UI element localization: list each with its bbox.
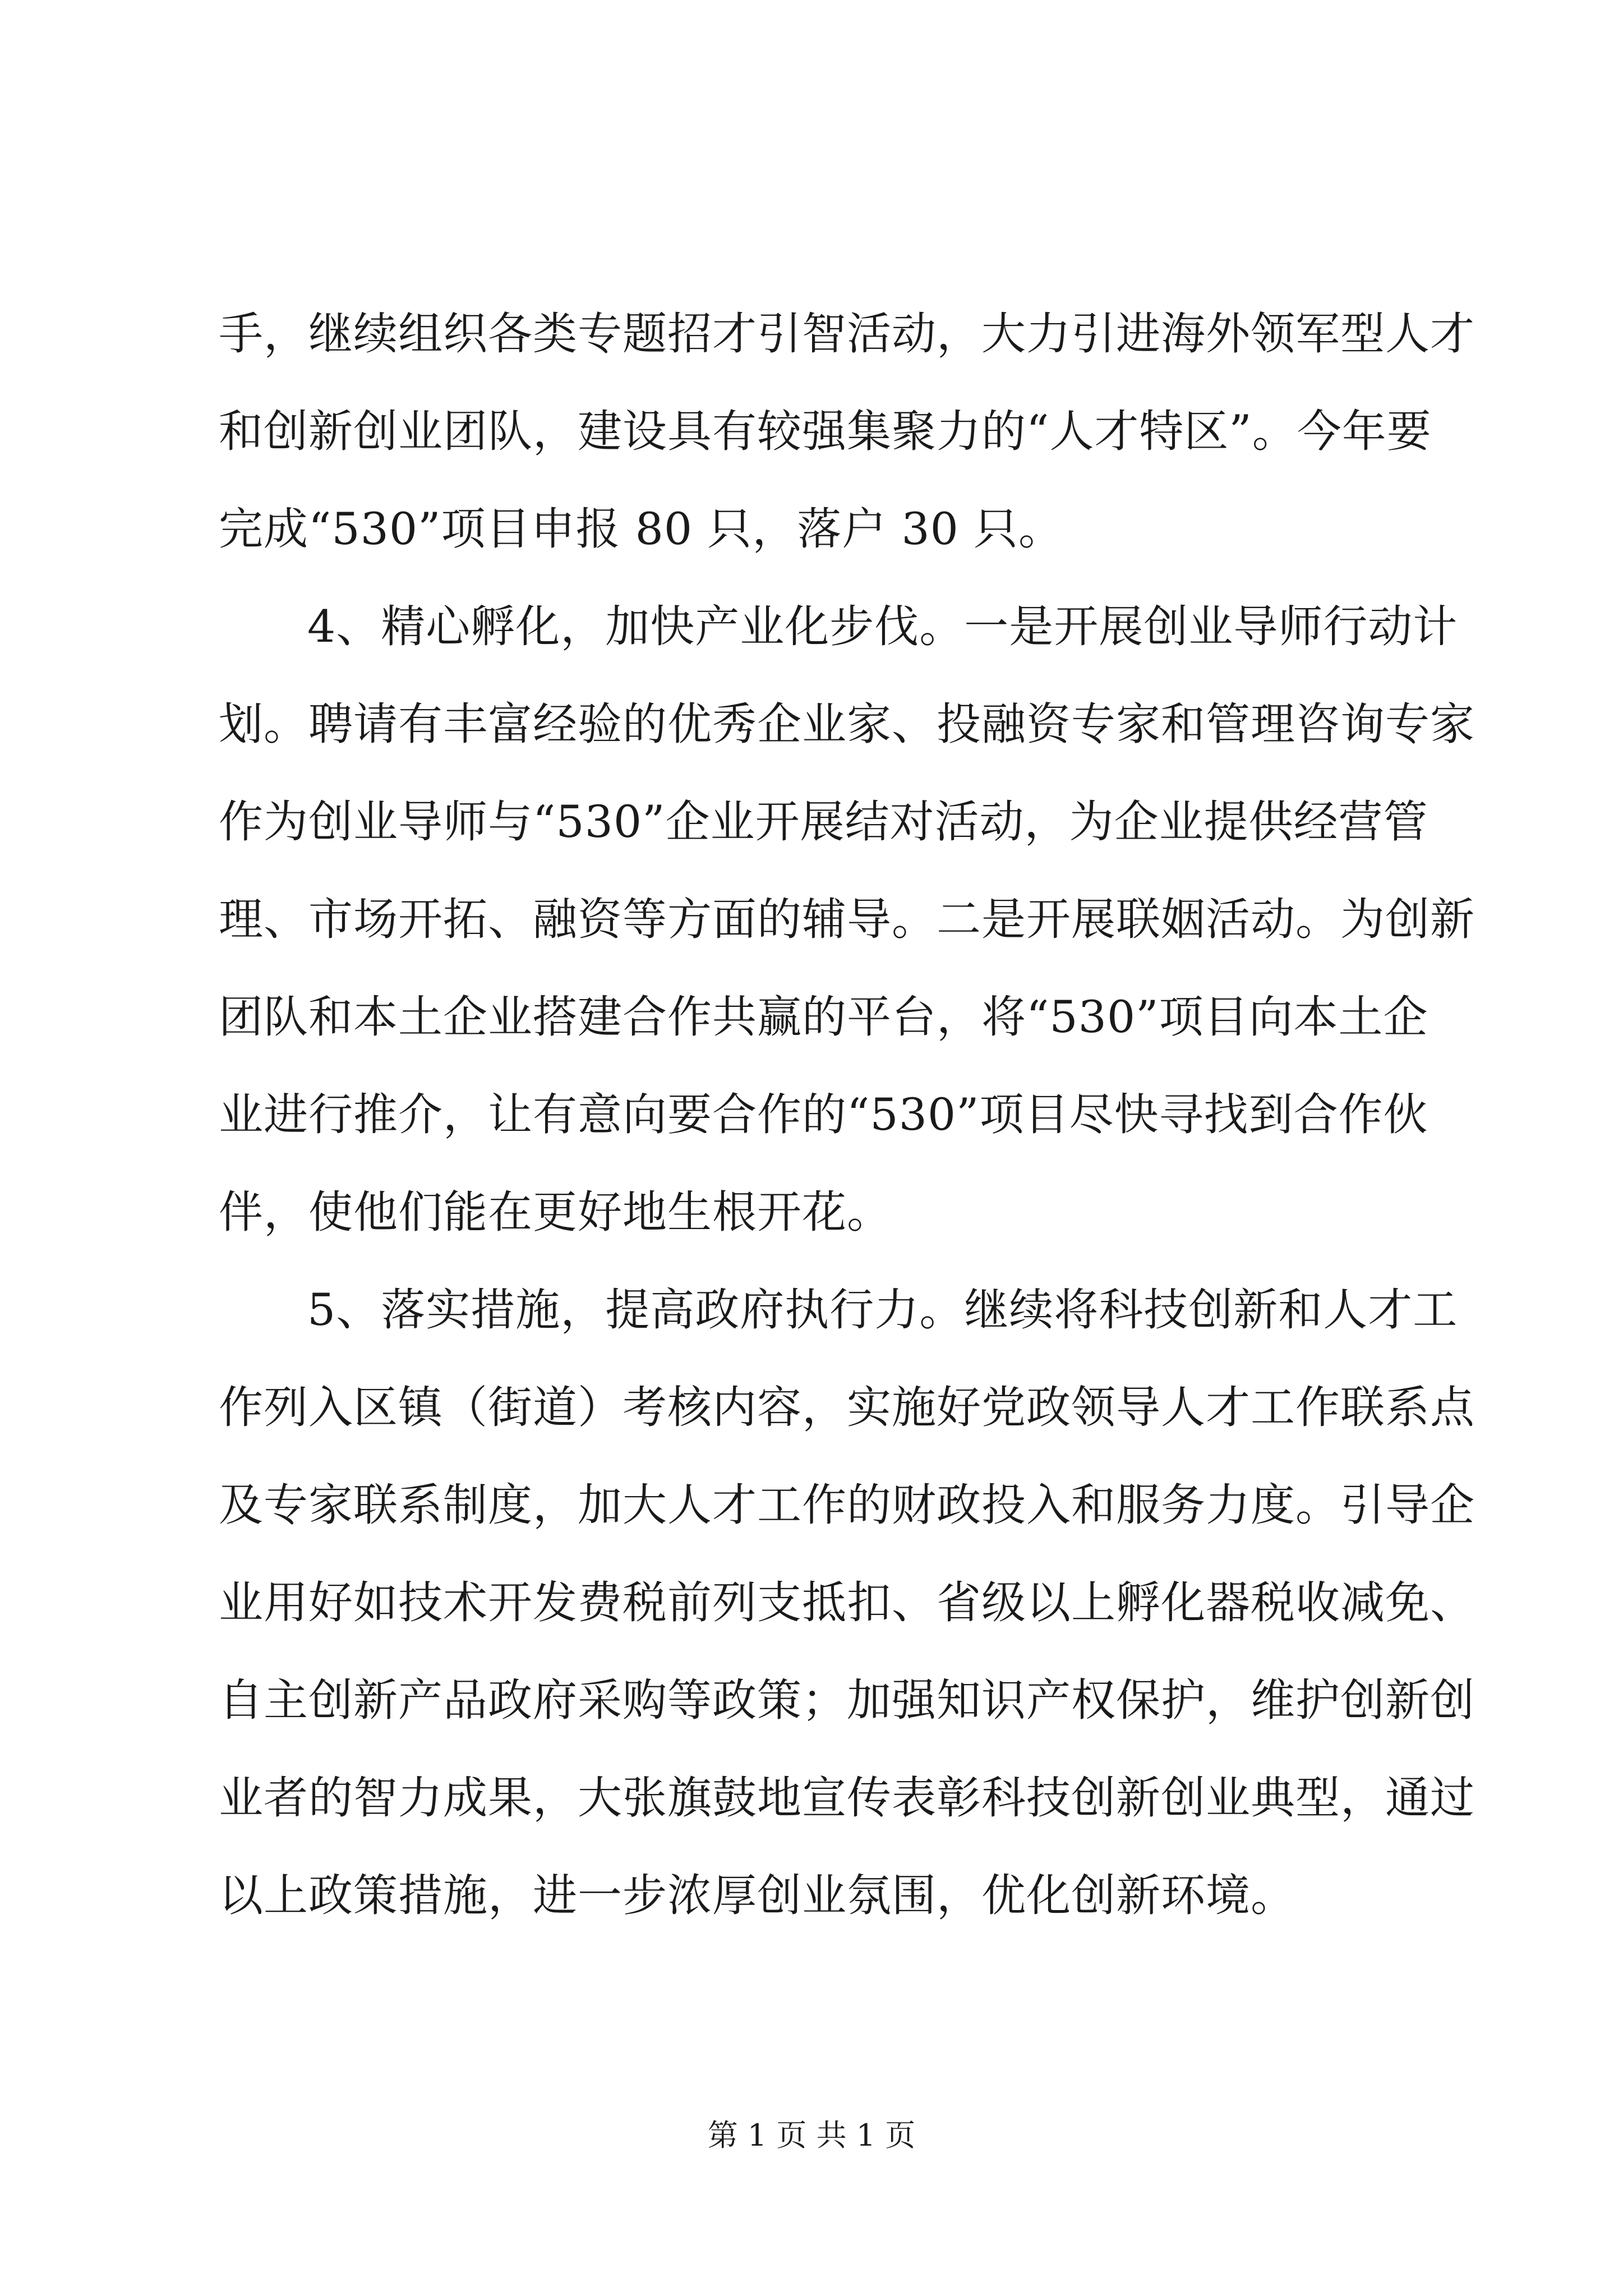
text-line: 完成“530”项目申报 80 只，落户 30 只。 (219, 503, 1064, 555)
text-line: 团队和本土企业搭建合作共赢的平台，将“530”项目向本土企 (219, 991, 1428, 1043)
text-line: 业进行推介，让有意向要合作的“530”项目尽快寻找到合作伙 (219, 1089, 1428, 1140)
text-line: 自主创新产品政府采购等政策；加强知识产权保护，维护创新创 (219, 1674, 1475, 1726)
paragraph-5-first-line: 5、落实措施，提高政府执行力。继续将科技创新和人才工 (307, 1284, 1458, 1336)
text-line: 理、市场开拓、融资等方面的辅导。二是开展联姻活动。为创新 (219, 894, 1475, 945)
text-line: 手，继续组织各类专题招才引智活动，大力引进海外领军型人才 (219, 308, 1475, 360)
document-body (219, 285, 1475, 1944)
text-line: 和创新创业团队，建设具有较强集聚力的“人才特区”。今年要 (219, 406, 1432, 457)
page-footer: 第 1 页 共 1 页 (707, 2118, 916, 2153)
text-line: 业者的智力成果，大张旗鼓地宣传表彰科技创新创业典型，通过 (219, 1772, 1475, 1824)
text-line: 作列入区镇（街道）考核内容，实施好党政领导人才工作联系点 (219, 1382, 1475, 1433)
text-line: 业用好如技术开发费税前列支抵扣、省级以上孵化器税收减免、 (219, 1577, 1475, 1628)
text-line: 作为创业导师与“530”企业开展结对活动，为企业提供经营管 (219, 796, 1428, 848)
paragraph-4-first-line: 4、精心孵化，加快产业化步伐。一是开展创业导师行动计 (307, 601, 1458, 652)
text-line: 及专家联系制度，加大人才工作的财政投入和服务力度。引导企 (219, 1479, 1475, 1531)
text-line: 划。聘请有丰富经验的优秀企业家、投融资专家和管理咨询专家 (219, 698, 1475, 750)
text-line: 伴，使他们能在更好地生根开花。 (219, 1186, 892, 1238)
text-line: 以上政策措施，进一步浓厚创业氛围，优化创新环境。 (219, 1870, 1295, 1921)
